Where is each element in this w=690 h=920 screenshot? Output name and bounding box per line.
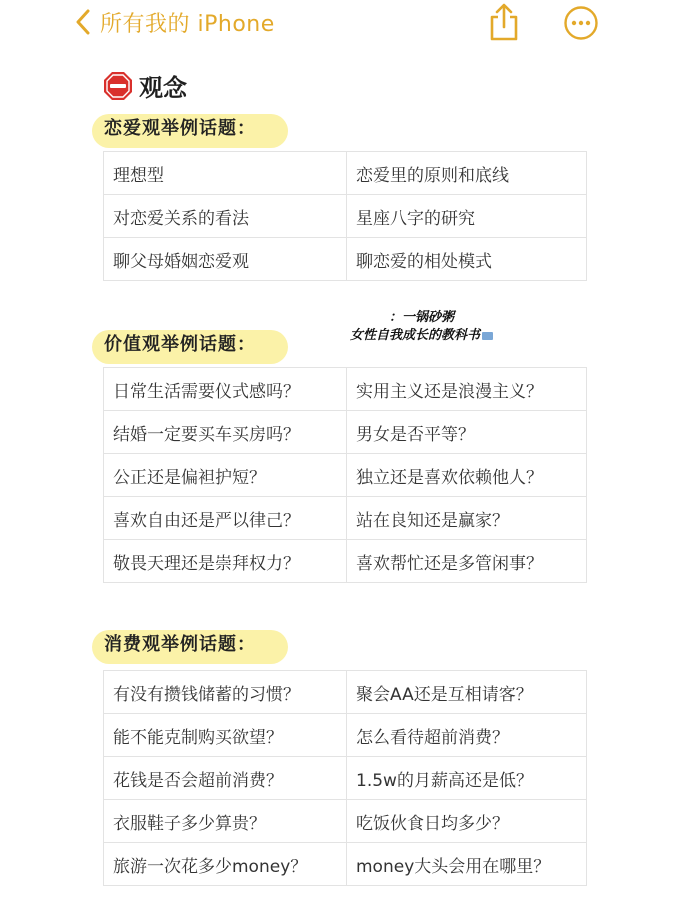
chevron-left-icon <box>76 9 90 35</box>
spending-topics-title: 消费观举例话题： <box>100 626 266 662</box>
table-cell[interactable]: 敬畏天理还是崇拜权力？ <box>104 540 347 583</box>
table-row <box>104 757 587 800</box>
table-cell[interactable]: 独立还是喜欢依赖他人？ <box>347 454 587 497</box>
table-cell[interactable]: 日常生活需要仪式感吗？ <box>104 368 347 411</box>
more-options-button[interactable] <box>563 5 599 41</box>
table-cell[interactable]: 星座八字的研究 <box>347 195 587 238</box>
table-row <box>104 540 587 583</box>
table-row <box>104 497 587 540</box>
table-row <box>104 238 587 281</box>
table-cell[interactable]: 聊父母婚姻恋爱观 <box>104 238 347 281</box>
table-row <box>104 843 587 886</box>
table-cell[interactable]: 理想型 <box>104 152 347 195</box>
table-row <box>104 714 587 757</box>
table-cell[interactable]: 喜欢帮忙还是多管闲事？ <box>347 540 587 583</box>
table-cell[interactable]: 能不能克制购买欲望？ <box>104 714 347 757</box>
values-topics-title: 价值观举例话题： <box>100 326 266 362</box>
share-button[interactable] <box>485 2 523 42</box>
love-topics-table <box>103 151 587 281</box>
section-heading <box>103 68 187 103</box>
share-icon <box>485 2 523 42</box>
spending-topics-table <box>103 670 587 886</box>
watermark <box>350 309 493 345</box>
watermark-line-2: 女性自我成长的教科书 <box>350 328 481 343</box>
table-row <box>104 454 587 497</box>
watermark-line-1: ：一锅砂粥 <box>389 310 455 325</box>
table-cell[interactable]: 结婚一定要买车买房吗？ <box>104 411 347 454</box>
table-row <box>104 152 587 195</box>
table-cell[interactable]: money大头会用在哪里？ <box>347 843 587 886</box>
back-button[interactable] <box>76 4 275 40</box>
table-cell[interactable]: 衣服鞋子多少算贵？ <box>104 800 347 843</box>
table-cell[interactable]: 站在良知还是赢家？ <box>347 497 587 540</box>
table-cell[interactable]: 有没有攒钱储蓄的习惯？ <box>104 671 347 714</box>
table-cell[interactable]: 吃饭伙食日均多少？ <box>347 800 587 843</box>
table-row <box>104 368 587 411</box>
table-cell[interactable]: 公正还是偏袒护短？ <box>104 454 347 497</box>
table-cell[interactable]: 对恋爱关系的看法 <box>104 195 347 238</box>
top-navigation-bar <box>0 0 690 48</box>
table-cell[interactable]: 旅游一次花多少money？ <box>104 843 347 886</box>
table-cell[interactable]: 恋爱里的原则和底线 <box>347 152 587 195</box>
table-cell[interactable]: 怎么看待超前消费？ <box>347 714 587 757</box>
book-icon <box>482 332 493 340</box>
stop-sign-icon <box>103 71 133 101</box>
table-row <box>104 411 587 454</box>
table-cell[interactable]: 实用主义还是浪漫主义？ <box>347 368 587 411</box>
table-cell[interactable]: 喜欢自由还是严以律己？ <box>104 497 347 540</box>
table-cell[interactable]: 1.5w的月薪高还是低？ <box>347 757 587 800</box>
page-title: 观念 <box>139 74 187 102</box>
table-row <box>104 800 587 843</box>
table-row <box>104 671 587 714</box>
table-cell[interactable]: 男女是否平等？ <box>347 411 587 454</box>
love-topics-title: 恋爱观举例话题： <box>100 110 266 146</box>
table-cell[interactable]: 花钱是否会超前消费？ <box>104 757 347 800</box>
table-row <box>104 195 587 238</box>
values-topics-table <box>103 367 587 583</box>
ellipsis-circle-icon <box>563 5 599 41</box>
table-cell[interactable]: 聚会AA还是互相请客？ <box>347 671 587 714</box>
table-cell[interactable]: 聊恋爱的相处模式 <box>347 238 587 281</box>
back-label: 所有我的 iPhone <box>100 11 275 37</box>
